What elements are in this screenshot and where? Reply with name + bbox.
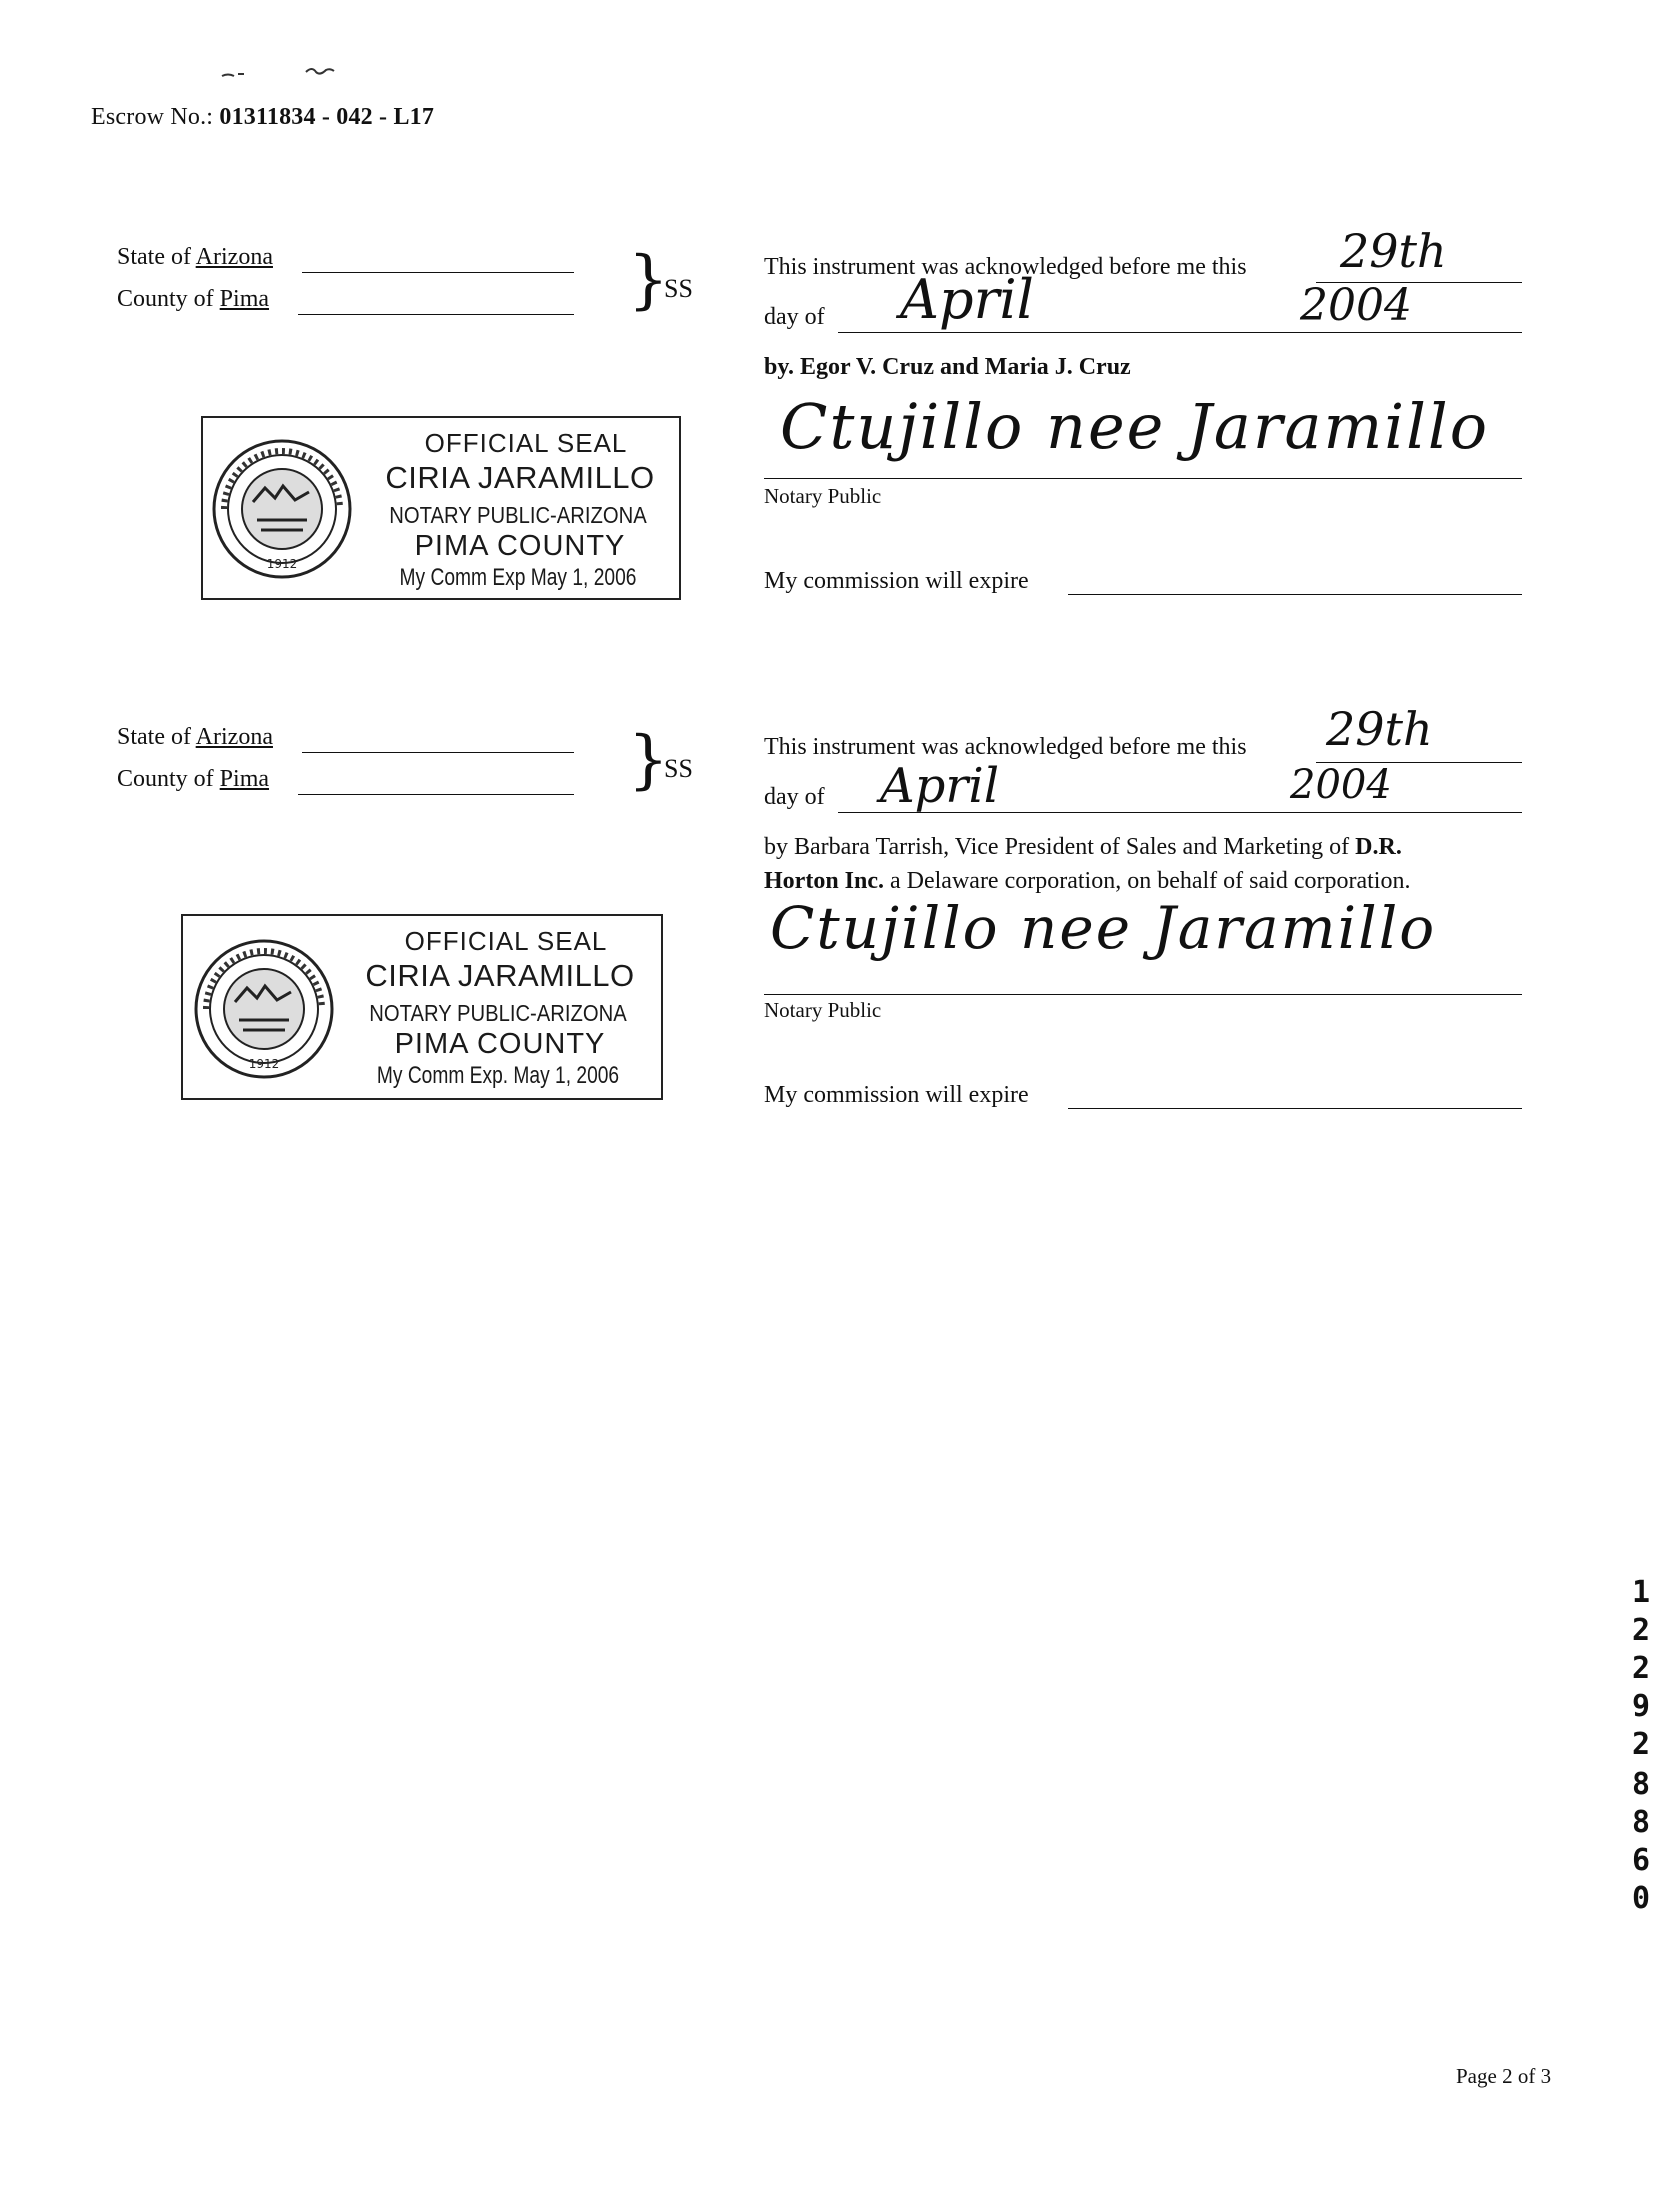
digit: 2: [1631, 1727, 1651, 1762]
digit: 2: [1631, 1651, 1651, 1686]
county-value: Pima: [219, 286, 270, 312]
state-underline: [302, 752, 574, 753]
signature-line: [764, 994, 1522, 995]
state-seal-emblem-icon: [191, 936, 337, 1082]
expire-line: [764, 1082, 1524, 1109]
signers: Egor V. Cruz and Maria J. Cruz: [800, 354, 1131, 380]
state-label: State of: [117, 244, 191, 270]
seal-expiration: My Comm Exp. May 1, 2006: [376, 1062, 620, 1089]
seal-county: PIMA COUNTY: [414, 530, 626, 562]
seal-role: NOTARY PUBLIC-ARIZONA: [369, 1000, 627, 1026]
seal-title: OFFICIAL SEAL: [424, 428, 628, 458]
recording-number-top: [1627, 1574, 1655, 1764]
stray-mark: [218, 60, 348, 84]
expire-label: My commission will expire: [764, 1082, 1029, 1108]
escrow-label: Escrow No.:: [91, 104, 214, 130]
page-number: Page 2 of 3: [1456, 2064, 1552, 2088]
by-text-rest: a Delaware corporation, on behalf of said corporation.: [884, 868, 1411, 894]
notary-seal: [181, 914, 663, 1100]
expire-label: My commission will expire: [764, 568, 1029, 594]
escrow-number-line: [91, 104, 434, 131]
digit: 8: [1631, 1805, 1651, 1840]
day-of-label: day of: [764, 784, 825, 810]
digit: 1: [1631, 1575, 1651, 1610]
handwritten-day: 29th: [1326, 702, 1433, 756]
ss-label: SS: [664, 754, 693, 783]
expire-underline: [1068, 594, 1522, 595]
digit: 9: [1631, 1689, 1651, 1724]
seal-county: PIMA COUNTY: [394, 1028, 606, 1060]
handwritten-day: 29th: [1340, 224, 1447, 278]
handwritten-month: April: [900, 268, 1034, 331]
notary-signature: Ctujillo nee Jaramillo: [780, 390, 1490, 463]
ss-label: SS: [664, 274, 693, 303]
signature-line: [764, 478, 1522, 479]
by-text: by Barbara Tarrish, Vice President of Sales and Marketing of: [764, 834, 1356, 860]
seal-name: CIRIA JARAMILLO: [365, 958, 635, 993]
seal-role: NOTARY PUBLIC-ARIZONA: [389, 502, 647, 528]
county-line: [117, 286, 269, 313]
county-underline: [298, 794, 574, 795]
expire-underline: [1068, 1108, 1522, 1109]
state-line: [117, 244, 273, 271]
seal-title: OFFICIAL SEAL: [404, 926, 608, 956]
handwritten-month: April: [880, 758, 1000, 814]
by-line-1: [764, 834, 1524, 861]
by-line-2: [764, 868, 1524, 895]
digit: 2: [1631, 1613, 1651, 1648]
day-of-underline: [838, 332, 1522, 333]
day-of-label: day of: [764, 304, 825, 330]
brace: }: [628, 243, 669, 317]
recording-number-bottom: [1627, 1766, 1655, 1918]
notary-signature: Ctujillo nee Jaramillo: [770, 894, 1437, 962]
digit: 8: [1631, 1767, 1651, 1802]
seal-expiration: My Comm Exp May 1, 2006: [399, 564, 637, 591]
state-value: Arizona: [195, 244, 273, 270]
ack-text: This instrument was acknowledged before me this: [764, 254, 1247, 280]
notary-label: Notary Public: [764, 484, 882, 508]
brace: }: [628, 723, 669, 797]
expire-line: [764, 568, 1524, 595]
handwritten-year: 2004: [1290, 762, 1392, 808]
county-label: County of: [117, 766, 214, 792]
state-label: State of: [117, 724, 191, 750]
county-value: Pima: [219, 766, 270, 792]
company-name-part2: Horton Inc.: [764, 868, 884, 894]
escrow-number: 01311834 - 042 - L17: [219, 104, 435, 130]
notary-label: Notary Public: [764, 998, 882, 1022]
emblem-year: 1912: [248, 1057, 280, 1071]
county-line: [117, 766, 269, 793]
handwritten-year: 2004: [1300, 280, 1412, 331]
ack-text: This instrument was acknowledged before me this: [764, 734, 1247, 760]
state-underline: [302, 272, 574, 273]
state-seal-emblem-icon: [209, 436, 355, 582]
day-of-line: [764, 784, 1524, 811]
digit: 6: [1631, 1843, 1651, 1878]
by-line: [764, 354, 1524, 381]
seal-name: CIRIA JARAMILLO: [385, 460, 655, 495]
state-value: Arizona: [195, 724, 273, 750]
notary-seal: [201, 416, 681, 600]
county-label: County of: [117, 286, 214, 312]
digit: 0: [1631, 1881, 1651, 1916]
emblem-year: 1912: [266, 557, 298, 571]
company-name-part1: D.R.: [1355, 834, 1402, 860]
by-prefix: by.: [764, 354, 795, 380]
state-line: [117, 724, 273, 751]
county-underline: [298, 314, 574, 315]
